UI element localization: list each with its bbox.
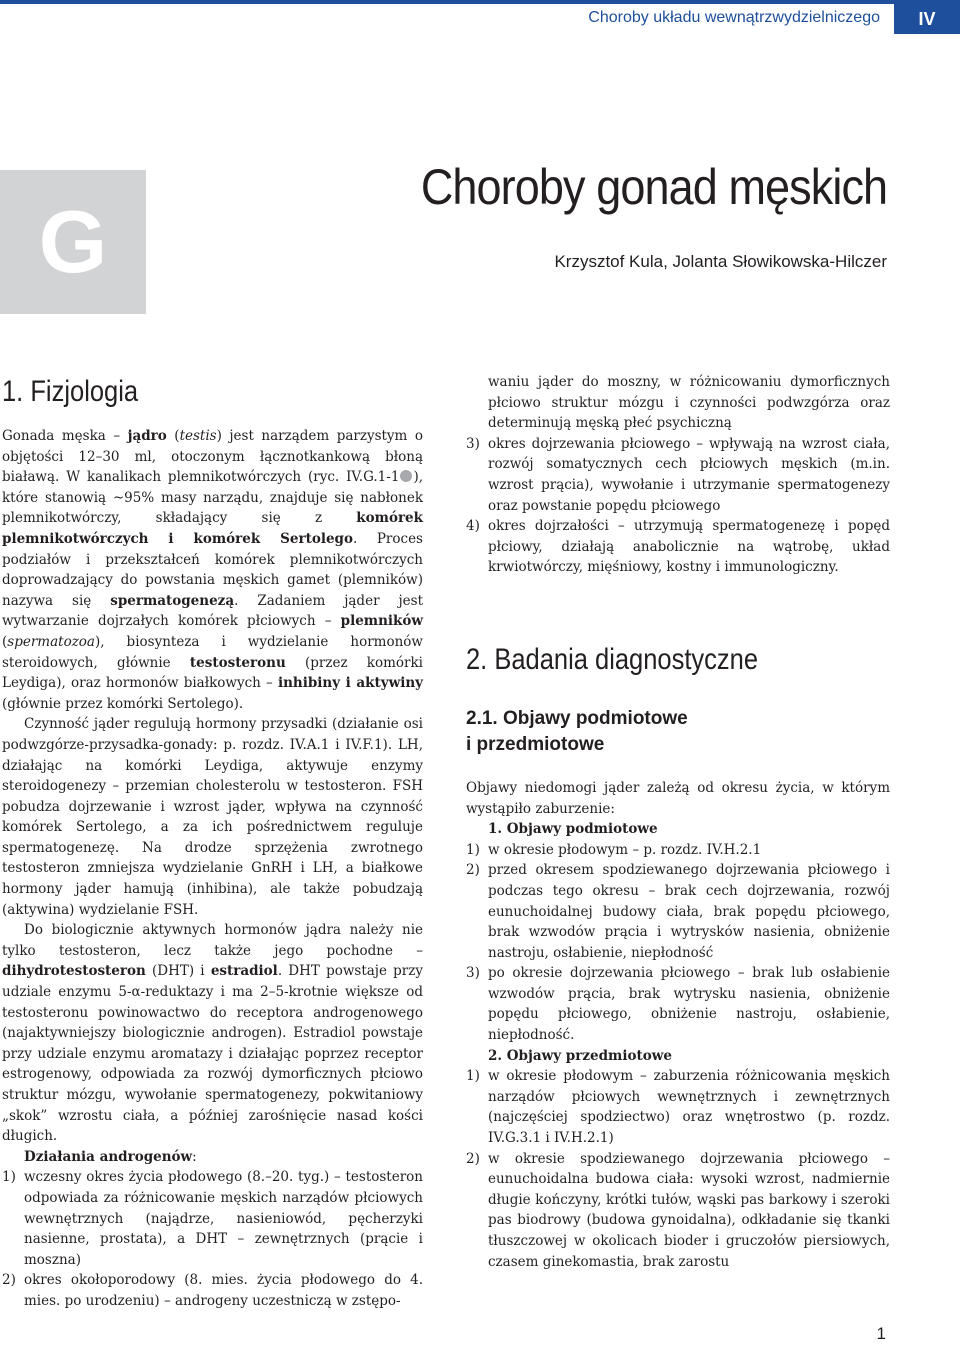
list-item: 1) w okresie płodowym – p. rozdz. IV.H.2.1 [466,841,762,858]
chapter-title: Choroby gonad męskich [420,159,887,215]
androgens-list [2,1167,423,1311]
list-item: 4) okres dojrzałości – utrzymują spermatogenezę i popęd płciowy, działają anabolicznie na wątrobę, układ krwiotwórczy, mięśniowy, kostny i immunologiczny. [466,518,890,576]
androgens-label: Działania androgenów: [24,1148,197,1165]
chapter-letter-block: G [0,170,146,314]
list-item: 1) w okresie płodowym – zaburzenia różnicowania męskich narządów płciowych wewnętrznych i zewnętrznych (najczęściej spodziectwo) oraz wnętrostwo (p. rozdz. IV.G.3.1 i IV.H.2.1) [466,1068,890,1147]
paragraph-gonada: Gonada męska – jądro (testis) jest narządem parzystym o objętości 12–30 ml, otoczonym łącznotkankową błoną białawą. W kanalikach plemnikotwórczych (ryc. IV.G.1-1 ), które stanowią ~95% masy narządu, znajduje się nabłonek plemnikotwórczy, składający się z komórek plemnikotwórczych i komórek Sertolego. Proces podziałów i przekształceń komórek plemnikotwórczych doprowadzający do powstania męskich gamet (plemników) nazywa się spermatogenezą. Zadaniem jąder jest wytwarzanie dojrzałych komórek płciowych – plemników (spermatozoa), biosynteza i wydzielanie hormonów steroidowych, głównie testosteronu (przez komórki Leydiga), oraz hormonów białkowych – inhibiny i aktywiny (głównie przez komórki Sertolego). [2,428,424,712]
list-item: 2) w okresie spodziewanego dojrzewania płciowego – eunuchoidalna budowa ciała: wysoki wzrost, nadmiernie długie kończyny, krótki tułów, wąski pas barkowy i szeroki pas biodrowy (budowa gynoidalna), odkładanie się tkanki tłuszczowej w okolicach bioder i gruczołów piersiowych, czasem ginekomastia, brak zarostu [466,1150,890,1270]
left-column [2,372,423,1312]
subjective-symptoms-list [466,840,890,1046]
chapter-authors: Krzysztof Kula, Jolanta Słowikowska-Hilczer [554,252,887,271]
section-title-badania: 2. Badania diagnostyczne [466,642,759,676]
part-badge: IV [894,4,960,34]
header-rule [0,0,960,4]
androgens-list-continued [466,434,890,578]
running-title: Choroby układu wewnątrzwydzielniczego [588,9,880,26]
list-item: 2) okres okołoporodowy (8. mies. życia płodowego do 4. mies. po urodzeniu) – androgeny uczestniczą w zstępo- [2,1272,423,1309]
objective-symptoms-label: 2. Objawy przedmiotowe [488,1047,672,1064]
section-title-fizjologia: 1. Fizjologia [2,375,139,408]
paragraph-regulacja: Czynność jąder regulują hormony przysadki (działanie osi podwzgórze-przysadka-gonady: p. rozdz. IV.A.1 i IV.F.1). LH, działając na komórki Leydiga, aktywuje enzymy steroidogenezy – przemian cholesterolu w testosteron. FSH pobudza dojrzewanie i wzrost jąder, wpływa na czynność komórek Sertolego, a za ich pośrednictwem reguluje spermatogenezę. Na drodze sprzężenia zwrotnego testosteron zmniejsza wydzielanie GnRH i LH, a białkowe hormony jąder hamują (inhibina), ale także pobudzają (aktywina) wydzielanie FSH. [2,716,423,918]
list-item: 1) wczesny okres życia płodowego (8.–20. tyg.) – testosteron odpowiada za różnicowanie męskich narządów płciowych wewnętrznych (najądrze, nasieniowód, pęcherzyki nasienne, prostata), a DHT – zewnętrznych (prącie i moszna) [2,1169,423,1268]
paragraph-hormony: Do biologicznie aktywnych hormonów jądra należy nie tylko testosteron, lecz także jego pochodne – dihydrotestosteron (DHT) i estradiol. DHT powstaje przy udziale enzymu 5-α-reduktazy i ma 2–5-krotnie większe od testosteronu powinowactwo do receptora androgenowego (najaktywniejszy biologicznie androgen). Estradiol powstaje przy udziale enzymu aromatazy i działając poprzez receptor estrogenowy, odpowiada za rozwój dymorficznych płciowo struktur mózgu, wywołanie spermatogenezy, pokwitaniowy „skok” wzrostu ciała, a później zarośnięcie nasad kości długich. [2,922,423,1145]
subsection-title-objawy: 2.1. Objawy podmiotowe i przedmiotowe [466,707,688,755]
paragraph-intro: Objawy niedomogi jąder zależą od okresu życia, w którym wystąpiło zaburzenie: [466,779,890,817]
list-item: 2) przed okresem spodziewanego dojrzewania płciowego i podczas tego okresu – brak cech dojrzewania, rozwój eunuchoidalnej budowy ciała, brak popędu płciowego, brak wzwodów prącia i wytrysków nasienia, obniżenie nastroju, osłabienie, niepłodność [466,862,890,961]
page-number: 1 [876,1324,886,1343]
right-column [466,372,890,1272]
video-camera-icon[interactable] [400,470,412,482]
subjective-symptoms-label: 1. Objawy podmiotowe [488,821,658,838]
list-continuation: waniu jąder do moszny, w różnicowaniu dymorficznych płciowo struktur mózgu i czynności podwzgórza oraz determinują męską płeć psychiczną [488,374,890,432]
list-item: 3) po okresie dojrzewania płciowego – brak lub osłabienie wzwodów prącia, brak wytrysku nasienia, obniżenie popędu płciowego, obniżenie nastroju, osłabienie, niepłodność. [466,965,890,1044]
list-item: 3) okres dojrzewania płciowego – wpływają na wzrost ciała, rozwój somatycznych cech płciowych męskich (m.in. wzrost prącia), wywołanie i utrzymanie spermatogenezy oraz powstanie popędu płciowego [466,435,890,514]
objective-symptoms-list [466,1066,890,1272]
